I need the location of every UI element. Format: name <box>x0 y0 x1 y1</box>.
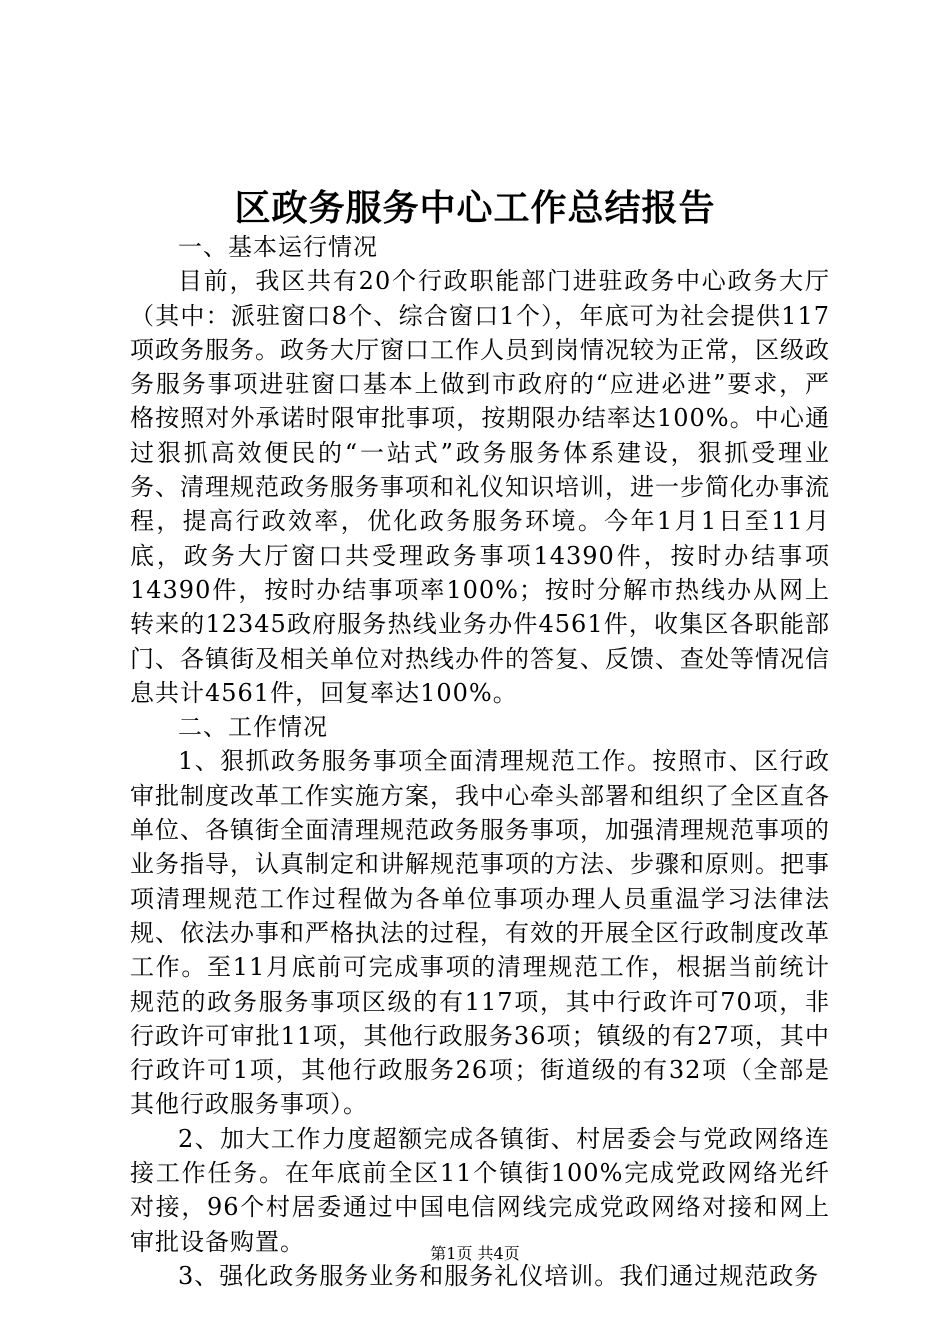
document-body <box>130 230 830 1293</box>
section-heading: 一、基本运行情况 <box>178 233 378 261</box>
body-paragraph: 目前，我区共有20个行政职能部门进驻政务中心政务大厅（其中：派驻窗口8个、综合窗口1个），年底可为社会提供117项政务服务。政务大厅窗口工作人员到岗情况较为正常，区级政务服务事项进驻窗口基本上做到市政府的“应进必进”要求，严格按照对外承诺时限审批事项，按期限办结率达100%。中心通过狠抓高效便民的“一站式”政务服务体系建设，狠抓受理业务、清理规范政务服务事项和礼仪知识培训，进一步简化办事流程，提高行政效率，优化政务服务环境。今年1月1日至11月底，政务大厅窗口共受理政务事项14390件，按时办结事项14390件，按时办结事项率100%；按时分解市热线办从网上转来的12345政府服务热线业务办件4561件，收集区各职能部门、各镇街及相关单位对热线办件的答复、反馈、查处等情况信息共计4561件，回复率达100%。 <box>130 267 830 707</box>
section-heading: 二、工作情况 <box>178 713 328 742</box>
document-title: 区政务服务中心工作总结报告 <box>234 187 716 229</box>
body-paragraph: 1、狠抓政务服务事项全面清理规范工作。按照市、区行政审批制度改革工作实施方案，我中心牵头部署和组织了全区直各单位、各镇街全面清理规范政务服务事项，加强清理规范事项的业务指导，认真制定和讲解规范事项的方法、步骤和原则。把事项清理规范工作过程做为各单位事项办理人员重温学习法律法规、依法办事和严格执法的过程，有效的开展全区行政制度改革工作。至11月底前可完成事项的清理规范工作，根据当前统计规范的政务服务事项区级的有117项，其中行政许可70项，非行政许可审批11项，其他行政服务36项；镇级的有27项，其中行政许可1项，其他行政服务26项；街道级的有32项（全部是其他行政服务事项）。 <box>130 747 830 1119</box>
page-footer: 第1页 共4页 <box>430 1244 520 1263</box>
body-paragraph: 3、强化政务服务业务和服务礼仪培训。我们通过规范政务 <box>178 1261 820 1290</box>
body-paragraph: 2、加大工作力度超额完成各镇街、村居委会与党政网络连接工作任务。在年底前全区11个镇街100%完成党政网络光纤对接，96个村居委通过中国电信网线完成党政网络对接和网上审批设备购置。 <box>130 1124 830 1256</box>
